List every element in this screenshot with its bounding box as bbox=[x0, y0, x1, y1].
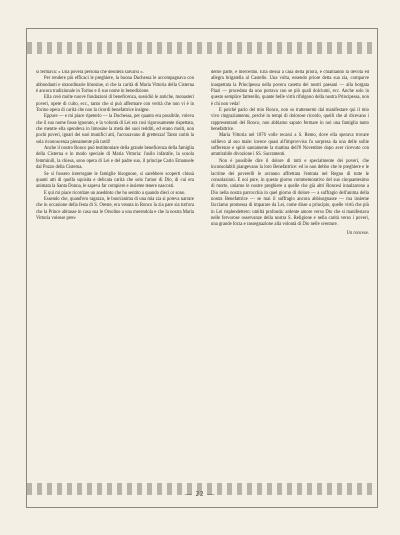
top-decorative-border bbox=[27, 42, 375, 54]
paragraph: Per rendere più efficaci le preghiere, la buona Duchessa le accompagnava con abbondanti e straordinarie limosine, sì che la carità di Maria Vittoria della Cisterna è ancora tradizionale in Torino e il suo nome in benedizione. bbox=[36, 76, 194, 95]
paragraph: si fermava: « Una povera persona che desidera salvarsi ». bbox=[36, 70, 144, 75]
paragraph: E qui mi piace ricordare un aneddoto che ho sentito a quando dieci or sono. bbox=[44, 190, 186, 196]
paragraph: Essendo che, quand'ero ragazzo, le buon'anima di una mia zia si poteva narrare che in occasione della festa di S. Oreste, era venuta in Ronco la zia pare sia tutt'ora che la Prince abitasse in casa sua le Orsoline a una merendola e che la nostra Maria Vittoria volesse pren- bbox=[36, 196, 194, 221]
signature: Un roncese. bbox=[346, 230, 369, 236]
page-number: — 22 — bbox=[184, 490, 216, 498]
text-columns bbox=[36, 70, 369, 450]
right-column bbox=[211, 70, 369, 450]
paragraph: Anche il nostro Ronco può testimoniare della grande beneficenza della famiglia della Cisterna e in modo speciale di Maria Vittoria: l'asilo infantile, la scuola femminili, la chiesa, sono opera di Lei e del padre suo, il principe Carlo Emanuele dal Pozzo della Cisterna. bbox=[36, 146, 194, 171]
left-column bbox=[36, 70, 194, 450]
paragraph: Eppure — e mi piace ripeterlo — la Duchessa, per quanto era possibile, voleva che il suo nome fosse ignorato, e la volontà di Lei era così rigorosamente rispettata, che mentre ella spendeva in limosine la metà dei suoi redditi, ed erano molti, non pochi poveri, ignari dei suoi munifici atti, l'accusavano di grettezza! Tanto caritò la sola riconoscenza pienamente più tardi! bbox=[36, 114, 194, 145]
paragraph: Ella creò molte nuove fondazioni di beneficenza, sussidiò le antiche, monasteri poveri, opere di culto, ecc., tanto che si può affermare con verità che non vi è in Torino opera di carità che non la ricordi benefattrice insigne. bbox=[36, 95, 194, 114]
paragraph: Non è possibile dire il dolore di tutti e specialmente dei poveri, che inconsolabili piangevano la loro Benefattrice: ed io non debbo che le preghiere e le lacrime dei poverelli le avranno affrettata l'entrata nel Regno di tutte le consolazioni. E noi pure, in questo giorno commemorativo del suo cinquantesimo di morte, uniamo le nostre preghiere a quelle che già altri Roncesi innalzarono a Dio nella nostra parrocchia in quel giorno di dolore — a suffragio dell'anima della nostra Benefattrice — se mai il suffragio ancora abbisognasse — ma insieme facciamo promessa di imparare da Lei, come disse a principio, quelle virtù che più in Lei risplendettero: umiltà profonda: ardente amore verso Dio che si manifestava nelle fervorose osservanze della nostra S. Religione e nella carità verso i poveri, una grande forza e rassegnazione alla volontà di Dio nelle sventure. bbox=[211, 158, 369, 228]
paragraph: Se si fossero interrogate le famiglie bisognose, si sarebbero scoperti chissà quanti atti di quella squisita e delicata carità che solo l'amor di Dio, di cui era animata la Santa Donna, le sapeva far compiere e insieme tenere nascosti. bbox=[36, 171, 194, 190]
paragraph: derne parte, e mercedno. Ella stessa a casa della priora, e chiamando la devota ed allegra brigatella al Castello. Una volta, essendo priore detta sua zia, comparve inaspettata la Principessa nella povera casetta dei nostri paesani — alla borgata Piazi — procedata da uno portava con se più quali dolciumi, ecc. Anche solo in questo semplice fatterello, quante belle virtù rifulgono della nostra Principessa, non è chi non veda! bbox=[211, 70, 369, 107]
paragraph: E poiché parlo del mio Ronco, non so trattenermi dal manifestare qui il mio vivo ringraziamento, perché in tempi di dolorose ricordo, quelli che al dicevano i rappresentanti del Ronco, non abbiamo saputo fermare in noi una famiglia tanto benefattrice. bbox=[211, 108, 369, 133]
paragraph: Maria Vittoria nel 1876 volle recarsi a S. Remo, dove ella sperava trovare sollievo al suo male: invece quasi all'improvviso fu sorpresa da una delle solite sofferenze e spirò santamente la mattina dell'8 Novembre dopo aver ricevuto con ammirabile divozione i SS. Sacramenti. bbox=[211, 133, 369, 158]
